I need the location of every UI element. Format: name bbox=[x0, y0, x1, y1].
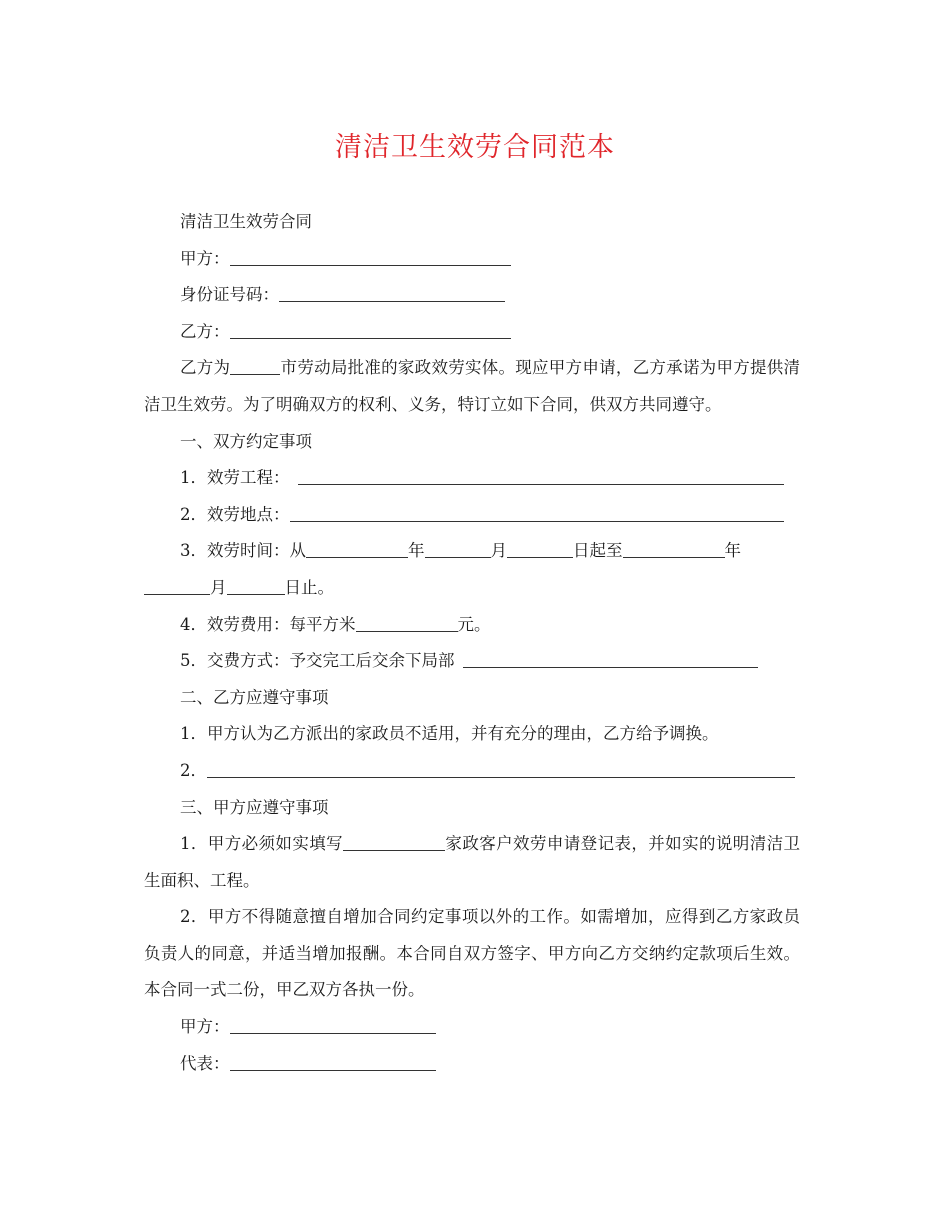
item-1-1-line bbox=[144, 460, 800, 497]
party-a-line bbox=[144, 241, 800, 278]
payment-remainder-blank[interactable] bbox=[463, 666, 758, 668]
section-1-heading: 一、双方约定事项 bbox=[180, 431, 312, 451]
sign-representative-blank[interactable] bbox=[230, 1069, 436, 1071]
start-month-blank[interactable] bbox=[425, 556, 491, 558]
party-b-label: 乙方： bbox=[180, 321, 230, 341]
party-a-label: 甲方： bbox=[180, 248, 230, 268]
start-day-blank[interactable] bbox=[507, 556, 573, 558]
item-1-4-label: 4．效劳费用：每平方米 bbox=[180, 614, 356, 634]
section-2-heading: 二、乙方应遵守事项 bbox=[180, 687, 329, 707]
contract-subtitle: 清洁卫生效劳合同 bbox=[180, 212, 312, 231]
sign-party-a-label: 甲方： bbox=[180, 1017, 230, 1037]
item-1-1-label: 1．效劳工程： bbox=[180, 468, 290, 488]
item-2-2-line bbox=[144, 753, 800, 790]
intro-paragraph bbox=[144, 350, 800, 423]
item-1-2-line bbox=[144, 497, 800, 534]
sign-representative-label: 代表： bbox=[180, 1053, 230, 1073]
item-1-3-continuation bbox=[144, 570, 800, 607]
document-body bbox=[144, 204, 800, 1082]
sign-party-a-blank[interactable] bbox=[230, 1032, 436, 1034]
item-3-2-paragraph: 2．甲方不得随意擅自增加合同约定事项以外的工作。如需增加，应得到乙方家政员负责人的同意，并适当增加报酬。本合同自双方签字、甲方向乙方交纳约定款项后生效。本合同一式二份，甲乙双方各执一份。 bbox=[144, 907, 800, 1000]
sign-representative-line bbox=[144, 1046, 800, 1083]
item-2-2-label: 2． bbox=[180, 760, 207, 780]
start-day-unit: 日起至 bbox=[573, 541, 623, 561]
service-project-blank[interactable] bbox=[298, 483, 784, 485]
id-number-blank[interactable] bbox=[279, 300, 505, 302]
start-year-blank[interactable] bbox=[306, 556, 408, 558]
item-1-3-label: 3．效劳时间：从 bbox=[180, 541, 306, 561]
item-1-4-line bbox=[144, 607, 800, 644]
id-number-line bbox=[144, 277, 800, 314]
service-location-blank[interactable] bbox=[290, 520, 784, 522]
section-3-heading: 三、甲方应遵守事项 bbox=[180, 797, 329, 817]
registration-form-blank[interactable] bbox=[343, 849, 445, 851]
party-a-blank[interactable] bbox=[230, 264, 511, 266]
end-day-unit: 日止。 bbox=[284, 577, 334, 597]
party-b-blank[interactable] bbox=[230, 337, 511, 339]
end-month-blank[interactable] bbox=[144, 593, 210, 595]
start-month-unit: 月 bbox=[490, 541, 507, 561]
item-2-2-blank[interactable] bbox=[207, 776, 795, 778]
item-1-3-line bbox=[144, 533, 800, 570]
item-2-1: 1．甲方认为乙方派出的家政员不适用，并有充分的理由，乙方给予调换。 bbox=[180, 724, 719, 744]
price-per-sqm-blank[interactable] bbox=[356, 630, 458, 632]
document-title: 清洁卫生效劳合同范本 bbox=[335, 132, 615, 163]
end-year-blank[interactable] bbox=[623, 556, 725, 558]
end-year-unit: 年 bbox=[724, 541, 741, 561]
price-unit: 元。 bbox=[457, 614, 491, 634]
id-number-label: 身份证号码： bbox=[180, 285, 279, 305]
start-year-unit: 年 bbox=[408, 541, 425, 561]
end-month-unit: 月 bbox=[210, 577, 227, 597]
sign-party-a-line bbox=[144, 1009, 800, 1046]
item-3-1-text-rest: 家政客户效劳申请登记表，并如实的说明清洁卫生面积、工程。 bbox=[144, 834, 800, 890]
item-3-1-paragraph bbox=[144, 826, 800, 899]
item-3-1-text-start: 1．甲方必须如实填写 bbox=[180, 834, 344, 854]
item-1-5-line bbox=[144, 643, 800, 680]
party-b-line bbox=[144, 314, 800, 351]
item-1-2-label: 2．效劳地点： bbox=[180, 504, 290, 524]
intro-text-start: 乙方为 bbox=[180, 358, 231, 378]
end-day-blank[interactable] bbox=[227, 593, 285, 595]
labor-bureau-city-blank[interactable] bbox=[230, 373, 280, 375]
intro-text-rest: 市劳动局批准的家政效劳实体。现应甲方申请，乙方承诺为甲方提供清洁卫生效劳。为了明确双方的权利、义务，特订立如下合同，供双方共同遵守。 bbox=[144, 358, 801, 414]
item-1-5-label: 5．交费方式：予交完工后交余下局部 bbox=[180, 651, 455, 671]
